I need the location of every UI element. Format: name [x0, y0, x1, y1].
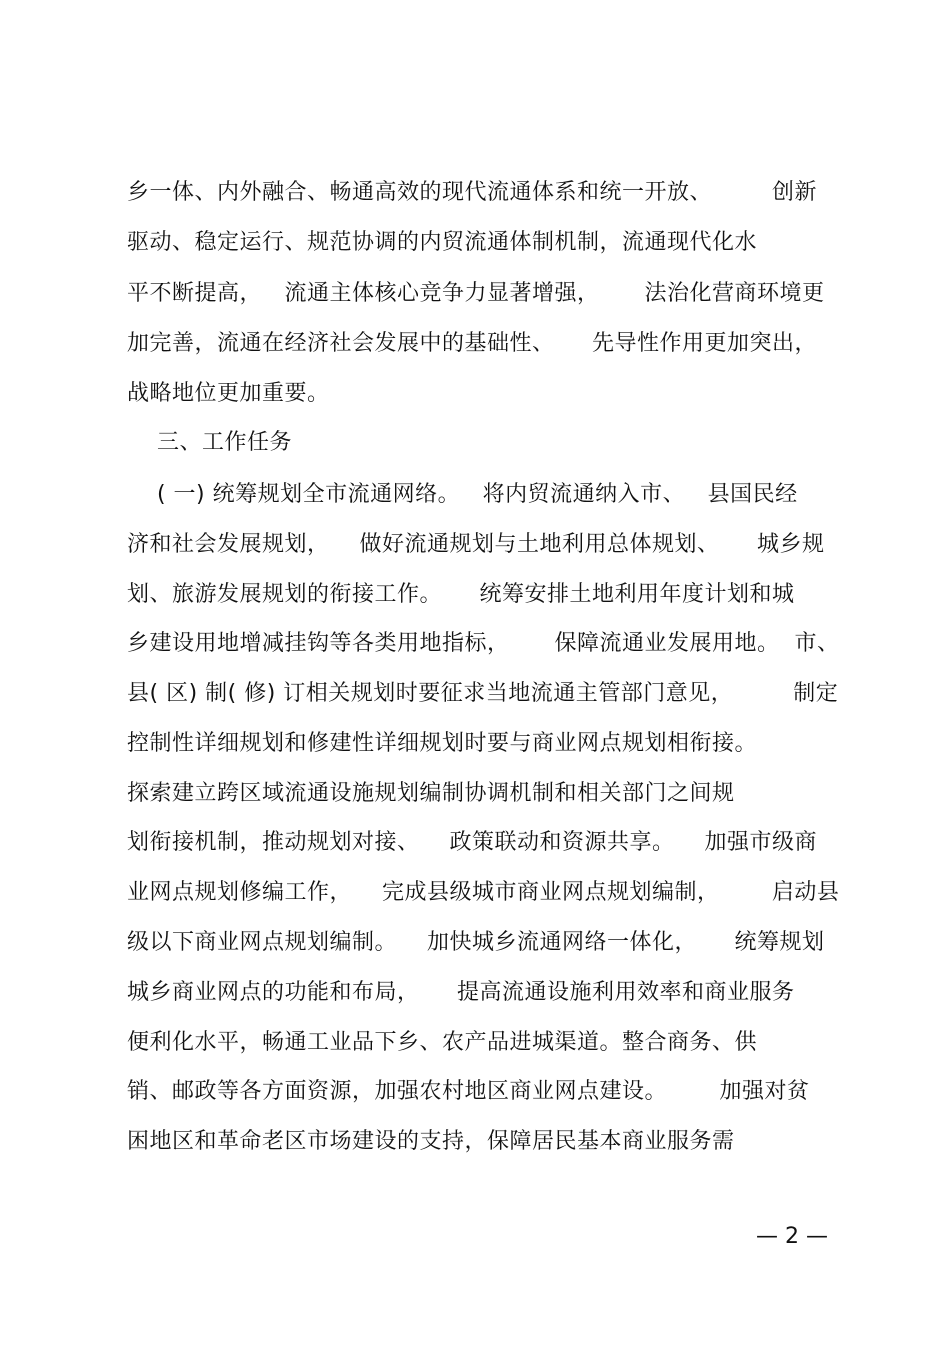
text-line: 平不断提高， 流通主体核心竞争力显著增强， 法治化营商环境更: [127, 281, 825, 306]
text-line: 加完善，流通在经济社会发展中的基础性、 先导性作用更加突出，: [127, 331, 817, 356]
text-line: 困地区和革命老区市场建设的支持，保障居民基本商业服务需: [127, 1129, 735, 1154]
text-line: 驱动、稳定运行、规范协调的内贸流通体制机制，流通现代化水: [127, 230, 758, 255]
text-line: 控制性详细规划和修建性详细规划时要与商业网点规划相衔接。: [127, 731, 758, 756]
text-line: 划、旅游发展规划的衔接工作。 统筹安排土地利用年度计划和城: [127, 582, 795, 607]
text-line: 划衔接机制，推动规划对接、 政策联动和资源共享。 加强市级商: [127, 830, 817, 855]
text-line: 县( 区) 制( 修) 订相关规划时要征求当地流通主管部门意见， 制定: [127, 681, 839, 706]
text-line: 便利化水平，畅通工业品下乡、农产品进城渠道。整合商务、供: [127, 1030, 758, 1055]
text-line: 城乡商业网点的功能和布局， 提高流通设施利用效率和商业服务: [127, 980, 795, 1005]
text-line: 级以下商业网点规划编制。 加快城乡流通网络一体化， 统筹规划: [127, 930, 825, 955]
text-line: 济和社会发展规划， 做好流通规划与土地利用总体规划、 城乡规: [127, 532, 825, 557]
text-line: 销、邮政等各方面资源，加强农村地区商业网点建设。 加强对贫: [127, 1079, 810, 1104]
text-line: 业网点规划修编工作， 完成县级城市商业网点规划编制， 启动县: [127, 880, 840, 905]
text-line: 战略地位更加重要。: [127, 381, 330, 406]
section-heading: 三、工作任务: [127, 430, 292, 455]
text-line: 探索建立跨区域流通设施规划编制协调机制和相关部门之间规: [127, 781, 735, 806]
text-line: 乡建设用地增减挂钩等各类用地指标， 保障流通业发展用地。 市、: [127, 631, 840, 656]
text-line: ( 一) 统筹规划全市流通网络。 将内贸流通纳入市、 县国民经: [127, 482, 798, 507]
page-number: — 2 —: [756, 1224, 828, 1249]
text-line: 乡一体、内外融合、畅通高效的现代流通体系和统一开放、 创新: [127, 180, 817, 205]
